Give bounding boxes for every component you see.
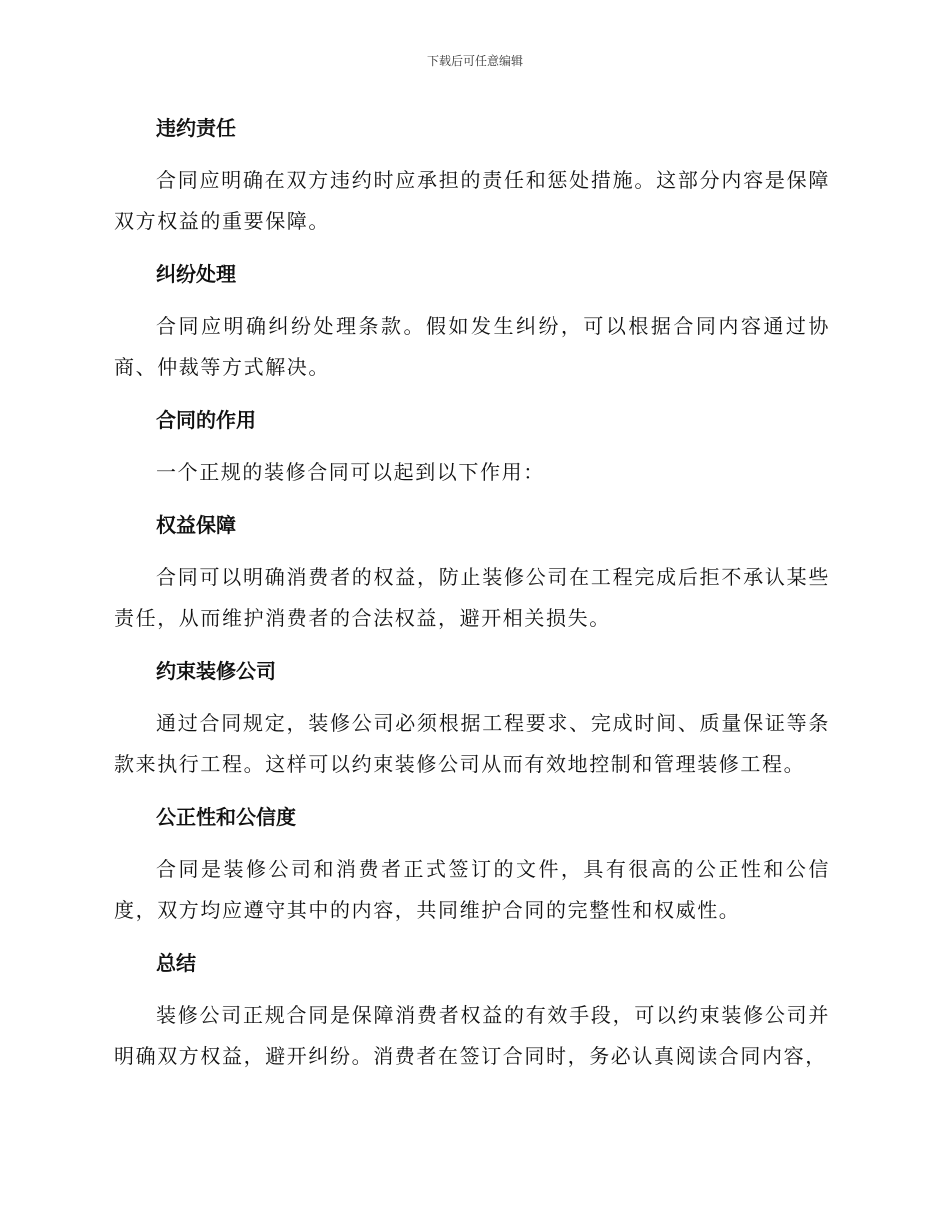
paragraph-rights-protection: 合同可以明确消费者的权益，防止装修公司在工程完成后拒不承认某些责任，从而维护消费者的合法权益，避开相关损失。	[114, 565, 830, 630]
document-body	[114, 108, 830, 1089]
paragraph-summary: 装修公司正规合同是保障消费者权益的有效手段，可以约束装修公司并明确双方权益，避开纠纷。消费者在签订合同时，务必认真阅读合同内容，	[114, 1003, 830, 1068]
section-heading-summary: 总结	[156, 951, 196, 975]
section-heading-rights-protection: 权益保障	[156, 513, 236, 537]
paragraph-dispute: 合同应明确纠纷处理条款。假如发生纠纷，可以根据合同内容通过协商、仲裁等方式解决。	[114, 314, 830, 379]
section-heading-breach: 违约责任	[156, 116, 236, 140]
paragraph-constrain-company: 通过合同规定，装修公司必须根据工程要求、完成时间、质量保证等条款来执行工程。这样可以约束装修公司从而有效地控制和管理装修工程。	[114, 711, 830, 776]
section-heading-contract-role: 合同的作用	[156, 408, 256, 432]
paragraph-fairness: 合同是装修公司和消费者正式签订的文件，具有很高的公正性和公信度，双方均应遵守其中的内容，共同维护合同的完整性和权威性。	[114, 857, 830, 922]
paragraph-breach: 合同应明确在双方违约时应承担的责任和惩处措施。这部分内容是保障双方权益的重要保障。	[114, 168, 830, 233]
section-heading-dispute: 纠纷处理	[156, 262, 236, 286]
section-heading-constrain-company: 约束装修公司	[156, 659, 276, 683]
section-heading-fairness: 公正性和公信度	[156, 805, 296, 829]
paragraph-contract-role: 一个正规的装修合同可以起到以下作用：	[156, 460, 545, 484]
page-header: 下载后可任意编辑	[426, 54, 523, 68]
